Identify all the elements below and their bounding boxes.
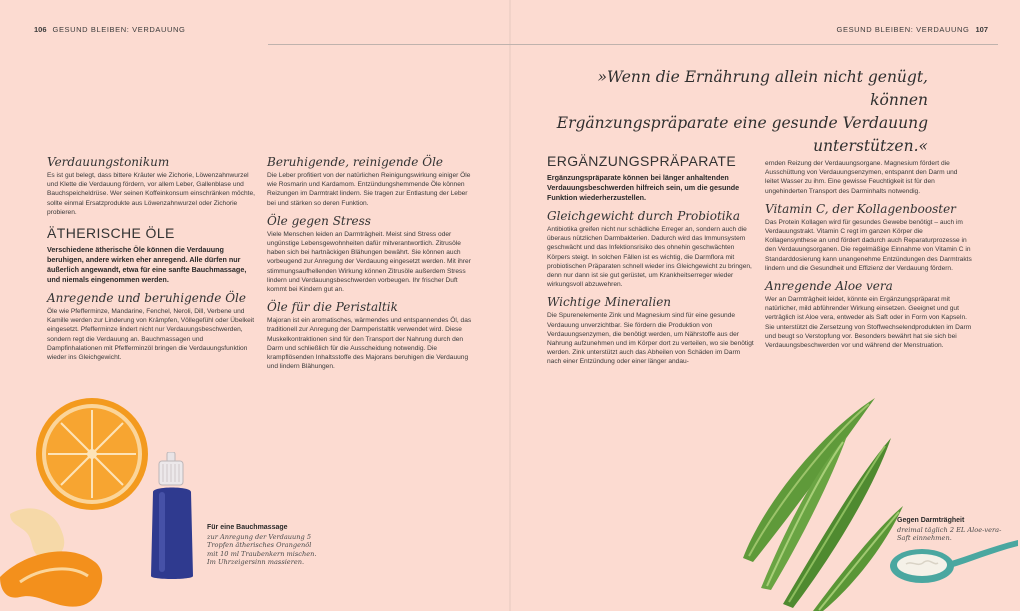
text-vitamin-c: Das Protein Kollagen wird für gesundes Gewebe benötigt – auch im Verdauungstrakt. Vitamin C regt im ganzen Körper die Kollagensynthese an und fördert dadurch auch Reparaturprozesse in den Verdauungsorganen. Die regelmäßige Einnahme von Vitamin C in Standarddosierung kann unangenehme Entzündungen des Darmtrakts lindern und die Gesundheit und Effizienz der Verdauung fördern. bbox=[765, 218, 972, 272]
caption-bauchmassage-title: Für eine Bauchmassage bbox=[207, 524, 288, 531]
spoon-handle bbox=[948, 540, 1018, 568]
heading-verdauungstonikum: Verdauungstonikum bbox=[47, 155, 170, 169]
text-anregende-oele: Öle wie Pfefferminze, Mandarine, Fenchel, Neroli, Dill, Verbene und Kamille werden zur Linderung von Krämpfen, Völlegefühl oder Übelkeit eingesetzt. Pfefferminze lindert nicht nur Verdauungsbeschwerden, sondern regt die Verdauung an. Bauchmassagen und Dampfinhalationen mit Pfefferminzöl bringen die Verdauungsfunktion wieder ins Gleichgewicht. bbox=[47, 308, 255, 362]
column-4 bbox=[765, 159, 972, 351]
orange-peel bbox=[0, 508, 102, 606]
heading-probiotika: Gleichgewicht durch Probiotika bbox=[547, 209, 741, 223]
heading-vitamin-c: Vitamin C, der Kollagenbooster bbox=[765, 201, 956, 216]
aloe-gel bbox=[897, 554, 947, 576]
lead-ergaenzungspraeparate: Ergänzungspräparate können bei länger anhaltenden Verdauungsbeschwerden hilfreich sein, um die gesunde Funktion wiederherzustellen. bbox=[547, 173, 740, 202]
aloe-vera-illustration bbox=[735, 390, 905, 611]
text-aloe-vera: Wer an Darmträgheit leidet, könnte ein Ergänzungspräparat mit natürlicher, mild abführender Wirkung einsetzen. Geeignet und gut verträglich ist Aloe vera, entweder als Saft oder in Form von Kapseln. Sie unterstützt die Zersetzung von Stoffwechselendprodukten im Darm und beugt so Verstopfung vor. Besonders bewährt hat sie sich bei Verdauungsbeschwerden vor und während der Menstruation. bbox=[765, 296, 972, 350]
caption-darmtraegheit-title: Gegen Darmträgheit bbox=[897, 517, 965, 524]
caption-bauchmassage bbox=[207, 524, 317, 567]
column-1 bbox=[47, 155, 255, 363]
page-gutter bbox=[509, 0, 511, 611]
right-page-number: 107 bbox=[975, 25, 988, 34]
heading-aloe-vera: Anregende Aloe vera bbox=[765, 279, 893, 294]
heading-ergaenzungspraeparate: ERGÄNZUNGSPRÄPARATE bbox=[547, 153, 737, 169]
pull-quote bbox=[548, 66, 928, 158]
text-mineralien: Die Spurenelemente Zink und Magnesium sind für eine gesunde Verdauung unverzichtbar. Sie fördern die Produktion von Verdauungsenzymen, die benötigt werden, um Nährstoffe aus der Nahrung aufzunehmen und im Körper dort zu verteilen, wo sie benötigt werden. Zink unterstützt auch das Abheilen von Schäden im Darm nach einer Entzündung oder einer länger andau- bbox=[547, 312, 754, 366]
spoon-illustration bbox=[888, 532, 1020, 588]
heading-aetherische-oele: ÄTHERISCHE ÖLE bbox=[47, 225, 175, 242]
column-3 bbox=[547, 153, 754, 368]
orange-illustration bbox=[0, 392, 160, 611]
text-oele-gegen-stress: Viele Menschen leiden an Darmträgheit. Meist sind Stress oder ungünstige Lebensgewohnheiten dafür mitverantwortlich. Zitrusöle haben sich bei hartnäckigen Blähungen bewährt. Sie können auch vorbeugend zur Anregung der Verdauung eingesetzt werden. Mit ihrer stimmungsaufhellenden Wirkung können Zitrusöle außerdem Stress lindern und Verdauungsbeschwerden vorbeugen. Ihr frischer Duft kommt bei Kindern gut an. bbox=[267, 230, 471, 294]
heading-peristaltik: Öle für die Peristaltik bbox=[267, 300, 398, 315]
left-running-title: GESUND BLEIBEN: VERDAUUNG bbox=[52, 25, 186, 34]
text-peristaltik: Majoran ist ein aromatisches, wärmendes und entspannendes Öl, das traditionell zur Anregung der Darmperistaltik verwendet wird. Diese Muskelkontraktionen sind für den Transport der Nahrung durch den Darm und schließlich für die Ausscheidung notwendig. Die krampflösenden Inhaltsstoffe des Majorans beruhigen die Verdauung und lindern Blähungen. bbox=[267, 317, 472, 371]
caption-darmtraegheit-body: dreimal täglich 2 EL Aloe-vera-Saft einnehmen. bbox=[897, 525, 1002, 543]
text-probiotika: Antibiotika greifen nicht nur schädliche Erreger an, sondern auch die überaus nützlichen Darmbakterien. Dadurch wird das Immunsystem geschwächt und das Infektionsrisiko des ohnehin geschwächten Körpers steigt. In solchen Fällen ist es wichtig, die Darmflora mit probiotischen Präparaten schnell wieder ins Gleichgewicht zu bringen, denn nur dann ist sie gut gerüstet, um Krankheitserreger wieder wirkungsvoll abzuwehren. bbox=[547, 226, 752, 289]
heading-beruhigende-oele: Beruhigende, reinigende Öle bbox=[267, 155, 444, 169]
header-rule bbox=[268, 44, 998, 45]
aloe-leaf-1 bbox=[743, 398, 875, 562]
pull-quote-line-2: Ergänzungspräparate eine gesunde Verdauung unterstützen.« bbox=[556, 114, 928, 155]
lead-aetherische-oele: Verschiedene ätherische Öle können die Verdauung beruhigen, andere wirken eher anregend. Alle dürfen nur äußerlich angewandt, etwa für eine sanfte Bauchmassage, und niemals eingenommen werden. bbox=[47, 245, 247, 285]
orange-half bbox=[36, 398, 148, 510]
left-page-number: 106 bbox=[34, 25, 47, 34]
caption-bauchmassage-body: zur Anregung der Verdauung 5 Tropfen ätherisches Orangenöl mit 10 ml Traubenkern mischen. Im Uhrzeigersinn massieren. bbox=[207, 532, 317, 567]
column-2 bbox=[267, 155, 475, 372]
right-page-header bbox=[837, 25, 994, 34]
text-mineralien-continued: ernden Reizung der Verdauungsorgane. Magnesium fördert die Ausschüttung von Verdauungsenzymen, entspannt den Darm und leitet Wasser zu ihm. Eine gewisse Feuchtigkeit ist für den ungehinderten Transport des Darminhalts notwendig. bbox=[765, 160, 958, 195]
pull-quote-line-1: »Wenn die Ernährung allein nicht genügt, können bbox=[597, 68, 928, 109]
heading-oele-gegen-stress: Öle gegen Stress bbox=[267, 213, 371, 228]
heading-anregende-oele: Anregende und beruhigende Öle bbox=[47, 291, 246, 306]
oil-bottle-illustration bbox=[145, 452, 199, 582]
text-beruhigende-oele: Die Leber profitiert von der natürlichen Reinigungswirkung einiger Öle wie Rosmarin und Kardamom. Entzündungshemmende Öle können Reizungen im Darmtrakt lindern. Sie tragen zur Entlastung der Leber bei und stärken so deren Funktion. bbox=[267, 172, 471, 207]
right-running-title: GESUND BLEIBEN: VERDAUUNG bbox=[836, 25, 970, 34]
left-page-header bbox=[28, 25, 185, 34]
bottle-body bbox=[151, 488, 193, 580]
text-verdauungstonikum: Es ist gut belegt, dass bittere Kräuter wie Zichorie, Löwenzahnwurzel und Klette die Verdauung fördern, vor allem Leber, Gallenblase und Bauchspeicheldrüse. Wer seinen Koffeinkonsum einschränken möchte, sollte einmal Ersatzprodukte aus Löwenzahnwurzel oder Zichorie probieren. bbox=[47, 172, 255, 216]
heading-mineralien: Wichtige Mineralien bbox=[547, 295, 672, 310]
